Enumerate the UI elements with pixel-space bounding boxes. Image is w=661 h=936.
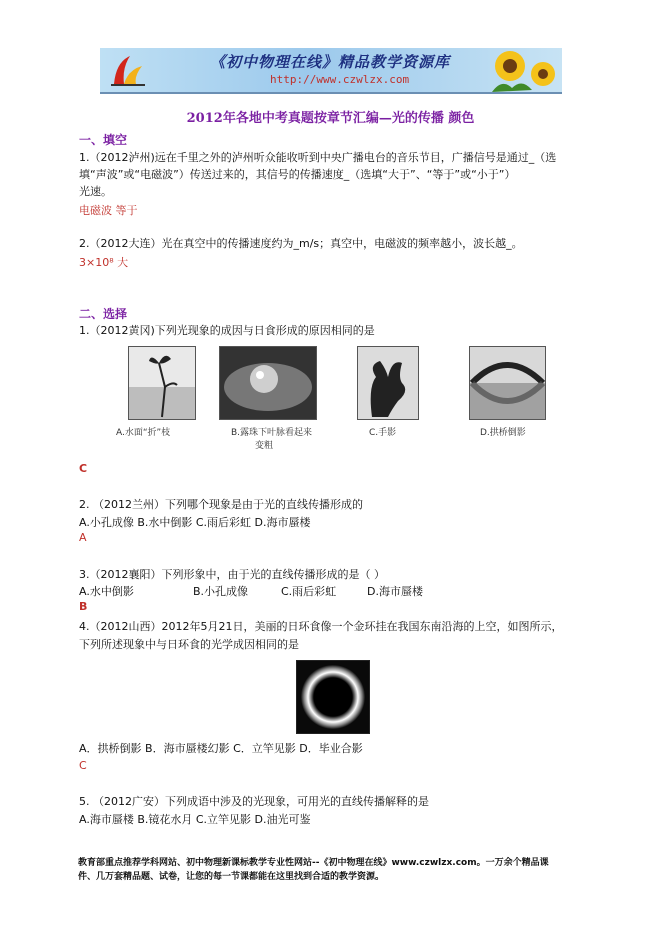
banner-title: 《初中物理在线》精品教学资源库: [210, 53, 451, 71]
mc2-question: 2. （2012兰州）下列哪个现象是由于光的直线传播形成的: [79, 498, 363, 511]
caption-a: A.水面“折”枝: [116, 428, 171, 438]
mc2-answer: A: [79, 531, 87, 544]
image-dewdrop-leaf: [219, 346, 317, 420]
q2-answer: 3×10⁸ 大: [79, 256, 129, 269]
banner-url: http://www.czwlzx.com: [270, 73, 410, 86]
caption-b-2: 变粗: [255, 441, 274, 451]
mc1-question: 1.（2012黄冈)下列光现象的成因与日食形成的原因相同的是: [79, 324, 375, 337]
section-fill-heading: 一、填空: [79, 133, 128, 147]
caption-d: D.拱桥倒影: [480, 428, 526, 438]
section-choice-heading: 二、选择: [79, 307, 128, 321]
site-logo-icon: [108, 52, 148, 88]
mc3-question: 3.（2012襄阳）下列形象中，由于光的直线传播形成的是（ ）: [79, 568, 385, 581]
image-annular-eclipse: [296, 660, 370, 734]
image-bridge-reflection: [469, 346, 546, 420]
mc5-question: 5. （2012广安）下列成语中涉及的光现象，可用光的直线传播解释的是: [79, 795, 429, 808]
mc4-answer: C: [79, 759, 87, 772]
image-bent-branch: [128, 346, 196, 420]
mc4-options: A．拱桥倒影 B．海市蜃楼幻影 C．立竿见影 D．毕业合影: [79, 742, 363, 755]
footer-line1: 教育部重点推荐学科网站、初中物理新课标教学专业性网站--《初中物理在线》www.czwlzx.com。一万余个精品课: [78, 858, 549, 868]
mc3-option-d: D.海市蜃楼: [367, 585, 423, 598]
q1-line2: 填“声波”或“电磁波”）传送过来的，其信号的传播速度_（选填“大于”、“等于”或“小于”）: [79, 168, 516, 181]
image-hand-shadow: [357, 346, 419, 420]
mc4-line1: 4.（2012山西）2012年5月21日，美丽的日环食像一个金环挂在我国东南沿海的上空，如图所示，: [79, 620, 563, 633]
q2-line1: 2.（2012大连）光在真空中的传播速度约为_m/s；真空中，电磁波的频率越小，波长越_。: [79, 237, 523, 250]
sunflower-icon: [488, 48, 558, 92]
mc3-option-b: B.小孔成像: [193, 585, 249, 598]
mc1-answer: C: [79, 462, 88, 475]
header-banner: [100, 48, 562, 94]
mc4-line2: 下列所述现象中与日环食的光学成因相同的是: [79, 638, 299, 651]
page-title: 2012年各地中考真题按章节汇编—光的传播 颜色: [186, 111, 475, 126]
mc3-answer: B: [79, 600, 88, 613]
q1-line1: 1.（2012泸州)远在千里之外的泸州听众能收听到中央广播电台的音乐节目，广播信号是通过_（选: [79, 151, 557, 164]
q1-line3: 光速。: [79, 185, 112, 198]
footer-line2: 件、几万套精品题、试卷，让您的每一节课都能在这里找到合适的教学资源。: [78, 872, 385, 882]
mc5-options: A.海市蜃楼 B.镜花水月 C.立竿见影 D.油光可鉴: [79, 813, 311, 826]
caption-c: C.手影: [369, 428, 397, 438]
mc3-option-a: A.水中倒影: [79, 585, 134, 598]
mc3-option-c: C.雨后彩虹: [281, 585, 337, 598]
mc2-options: A.小孔成像 B.水中倒影 C.雨后彩虹 D.海市蜃楼: [79, 516, 311, 529]
footer-note: [78, 856, 549, 884]
q1-answer: 电磁波 等于: [79, 204, 138, 217]
caption-b: B.露珠下叶脉看起来: [231, 428, 313, 438]
